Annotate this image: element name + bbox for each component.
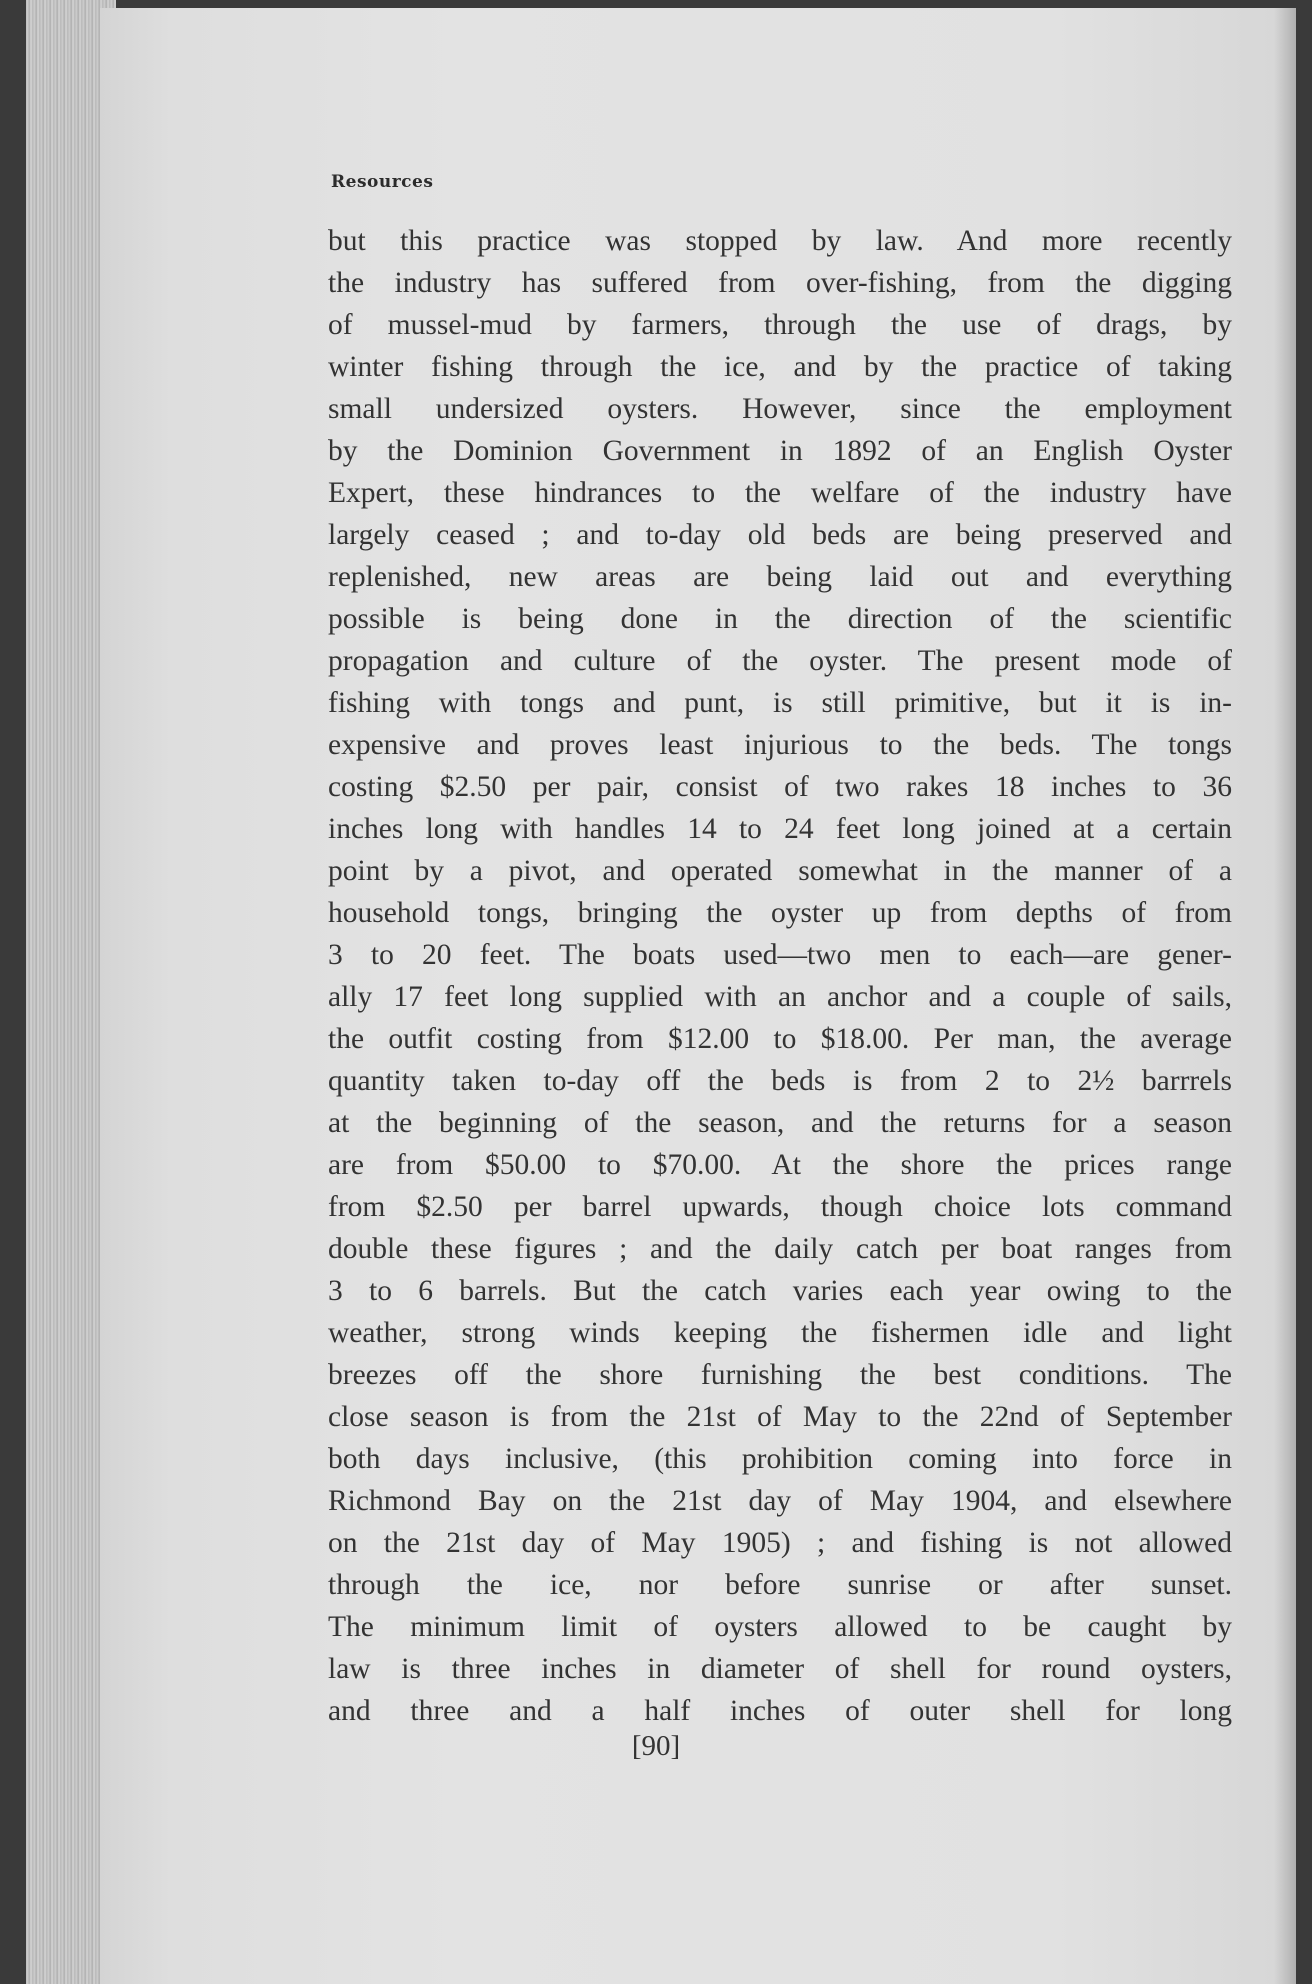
text-line: fishing with tongs and punt, is still primitive, but it is in- [328, 687, 1232, 719]
text-line: expensive and proves least injurious to the beds. The tongs [328, 729, 1232, 761]
text-line: Richmond Bay on the 21st day of May 1904, and elsewhere [328, 1485, 1232, 1517]
text-line: at the beginning of the season, and the returns for a season [328, 1107, 1232, 1139]
text-line: largely ceased ; and to-day old beds are being preserved and [328, 519, 1232, 551]
page-number: [90] [631, 1730, 681, 1762]
text-line: possible is being done in the direction of the scientific [328, 603, 1232, 635]
text-line: by the Dominion Government in 1892 of an English Oyster [328, 435, 1232, 467]
text-line: the outfit costing from $12.00 to $18.00. Per man, the average [328, 1023, 1232, 1055]
text-line: of mussel-mud by farmers, through the use of drags, by [328, 309, 1232, 341]
text-line: both days inclusive, (this prohibition coming into force in [328, 1443, 1232, 1475]
text-line: replenished, new areas are being laid out and everything [328, 561, 1232, 593]
text-line: winter fishing through the ice, and by the practice of taking [328, 351, 1232, 383]
text-line: are from $50.00 to $70.00. At the shore the prices range [328, 1149, 1232, 1181]
text-line: weather, strong winds keeping the fishermen idle and light [328, 1317, 1232, 1349]
text-line: quantity taken to-day off the beds is from 2 to 2½ barrrels [328, 1065, 1232, 1097]
text-line: The minimum limit of oysters allowed to be caught by [328, 1611, 1232, 1643]
text-line: point by a pivot, and operated somewhat in the manner of a [328, 855, 1232, 887]
text-line: through the ice, nor before sunrise or after sunset. [328, 1569, 1232, 1601]
text-line: law is three inches in diameter of shell for round oysters, [328, 1653, 1232, 1685]
body-text [328, 220, 1232, 1732]
text-line: 3 to 20 feet. The boats used—two men to each—are gener- [328, 939, 1232, 971]
text-line: on the 21st day of May 1905) ; and fishing is not allowed [328, 1527, 1232, 1559]
text-line: household tongs, bringing the oyster up from depths of from [328, 897, 1232, 929]
text-line: the industry has suffered from over-fishing, from the digging [328, 267, 1232, 299]
text-line: close season is from the 21st of May to the 22nd of September [328, 1401, 1232, 1433]
text-line: costing $2.50 per pair, consist of two rakes 18 inches to 36 [328, 771, 1232, 803]
text-line: but this practice was stopped by law. And more recently [328, 225, 1232, 257]
text-line: 3 to 6 barrels. But the catch varies each year owing to the [328, 1275, 1232, 1307]
text-line: inches long with handles 14 to 24 feet long joined at a certain [328, 813, 1232, 845]
text-line: ally 17 feet long supplied with an anchor and a couple of sails, [328, 981, 1232, 1013]
text-line: and three and a half inches of outer shell for long [328, 1695, 1232, 1727]
text-line: small undersized oysters. However, since the employment [328, 393, 1232, 425]
text-line: Expert, these hindrances to the welfare of the industry have [328, 477, 1232, 509]
text-line: breezes off the shore furnishing the best conditions. The [328, 1359, 1232, 1391]
text-line: double these figures ; and the daily catch per boat ranges from [328, 1233, 1232, 1265]
running-head: Resources [331, 172, 434, 192]
text-line: propagation and culture of the oyster. The present mode of [328, 645, 1232, 677]
text-line: from $2.50 per barrel upwards, though choice lots command [328, 1191, 1232, 1223]
